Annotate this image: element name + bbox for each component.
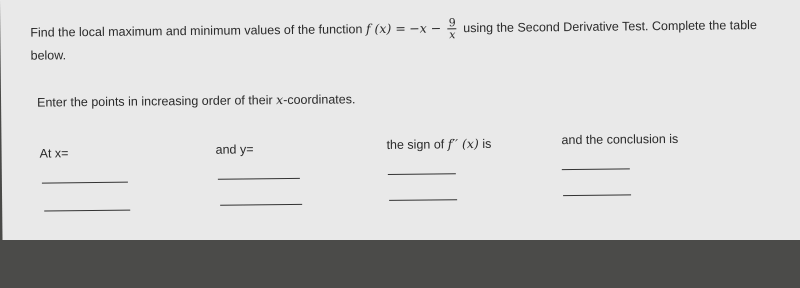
question-suffix: using the Second Derivative Test. Complete the table below. (30, 18, 757, 63)
fraction-denominator: x (449, 28, 456, 42)
x-blank-1[interactable] (42, 182, 128, 184)
function-lhs: f (x) = (365, 20, 406, 37)
conclusion-column-label: and the conclusion is (561, 131, 679, 148)
x-column-label: At x= (39, 146, 69, 161)
sign-blank-1[interactable] (388, 173, 456, 175)
question-text (30, 14, 770, 67)
page-edge-shadow (0, 240, 800, 288)
sign-prefix: the sign of (386, 137, 445, 152)
sign-blank-2[interactable] (389, 199, 457, 201)
y-column-label: and y= (215, 142, 254, 157)
question-prefix: Find the local maximum and minimum values of the function (30, 22, 363, 40)
sign-column-label (386, 136, 491, 152)
fraction (448, 17, 457, 40)
instruction-text (37, 91, 355, 109)
sign-math: f′′ (x) (447, 135, 479, 152)
x-blank-2[interactable] (44, 210, 130, 212)
instruction-var: x (276, 92, 284, 108)
conclusion-blank-2[interactable] (563, 194, 631, 196)
fraction-numerator: 9 (448, 16, 456, 30)
sign-suffix: is (482, 136, 492, 151)
function-rhs: −x − (409, 20, 442, 36)
y-blank-1[interactable] (218, 178, 300, 180)
y-blank-2[interactable] (220, 204, 302, 206)
instruction-suffix: -coordinates. (283, 92, 356, 108)
instruction-prefix: Enter the points in increasing order of their (37, 93, 273, 110)
conclusion-blank-1[interactable] (562, 168, 630, 170)
